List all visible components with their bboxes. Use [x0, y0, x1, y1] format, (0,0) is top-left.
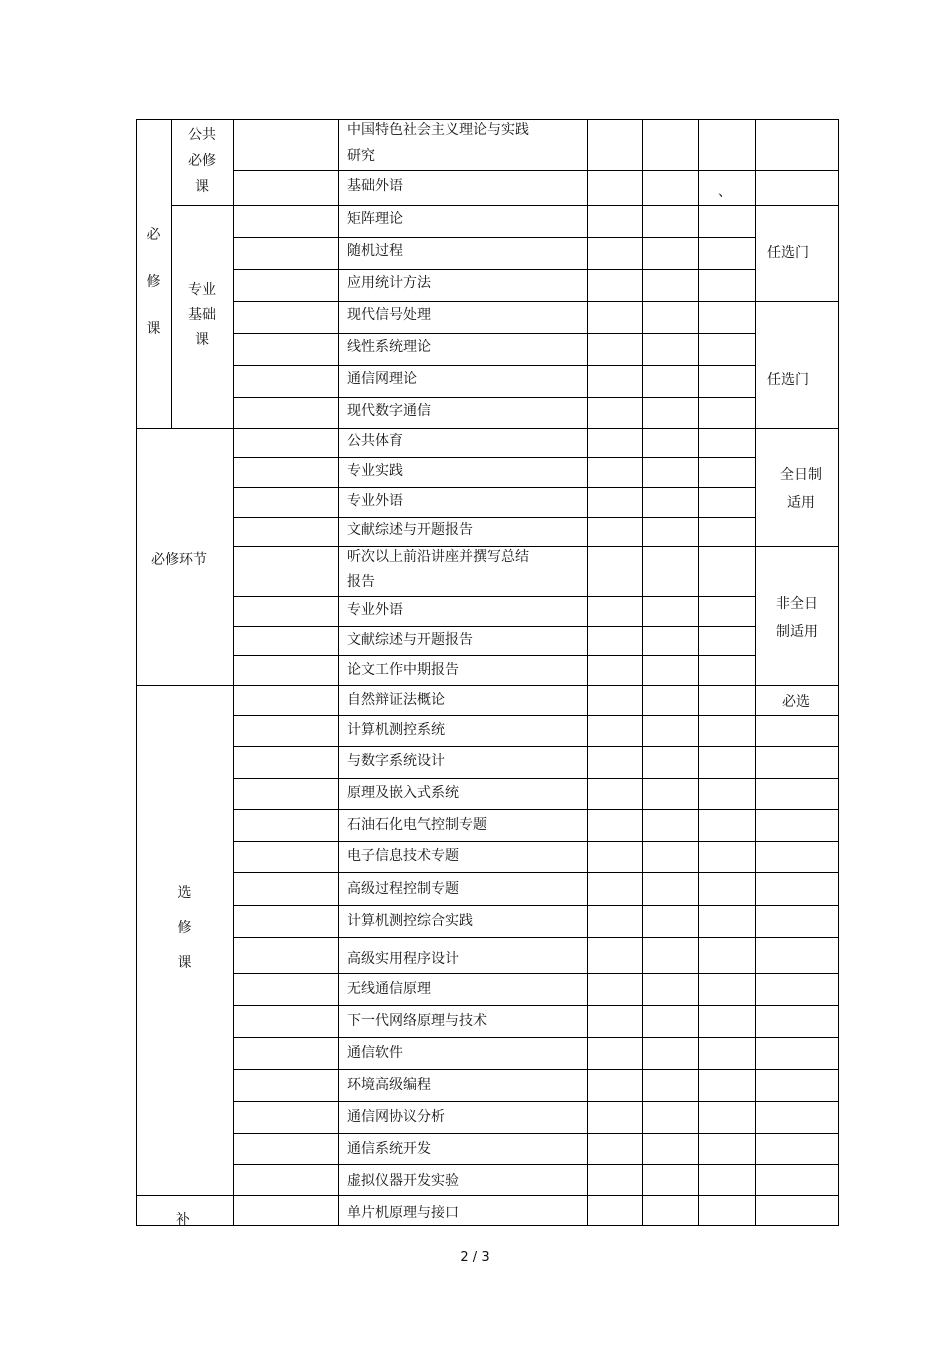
- mandatory-elective-note: 必选: [782, 694, 810, 710]
- col-line-3: [587, 119, 588, 1226]
- course-name: 随机过程: [347, 243, 403, 259]
- link-item: 专业外语: [347, 493, 403, 509]
- col-line-name: [338, 119, 339, 1226]
- row-line: [233, 170, 839, 171]
- elective-note: 任选门: [767, 372, 809, 388]
- course-name: 现代信号处理: [347, 307, 431, 323]
- row-line: [233, 905, 839, 906]
- row-line: [233, 1164, 839, 1165]
- row-line: [233, 237, 755, 238]
- row-line: [233, 778, 839, 779]
- row-line: [233, 715, 839, 716]
- course-name: 应用统计方法: [347, 275, 431, 291]
- curriculum-table: [136, 119, 839, 1226]
- public-required-label: 公共 必修 课: [188, 127, 216, 195]
- course-name: 矩阵理论: [347, 211, 403, 227]
- row-line: [233, 1101, 839, 1102]
- course-name: 基础外语: [347, 178, 403, 194]
- course-name: 中国特色社会主义理论与实践 研究: [347, 122, 529, 164]
- elective-course: 通信网协议分析: [347, 1109, 445, 1125]
- electives-label: 选 修 课: [177, 885, 192, 971]
- section-line: [136, 1195, 839, 1196]
- elective-course: 高级实用程序设计: [347, 951, 459, 967]
- row-line: [233, 626, 755, 627]
- elective-note: 任选门: [767, 245, 809, 261]
- elective-course: 计算机测控系统: [347, 722, 445, 738]
- row-line: [233, 517, 755, 518]
- row-line: [233, 655, 755, 656]
- row-line: [233, 546, 839, 547]
- link-item: 文献综述与开题报告: [347, 522, 473, 538]
- row-line: [171, 205, 839, 206]
- row-line: [233, 1005, 839, 1006]
- row-line: [233, 333, 755, 334]
- col-line-category: [233, 119, 234, 1226]
- row-line: [233, 809, 839, 810]
- mark-symbol: 、: [718, 184, 732, 200]
- link-item: 专业实践: [347, 463, 403, 479]
- row-line: [233, 1037, 839, 1038]
- section-line: [136, 685, 839, 686]
- professional-basic-label: 专业 基础 课: [188, 282, 216, 348]
- col-line-4: [642, 119, 643, 1226]
- row-line: [233, 937, 839, 938]
- course-name: 通信网理论: [347, 371, 417, 387]
- elective-course: 通信系统开发: [347, 1141, 431, 1157]
- link-item: 听次以上前沿讲座并撰写总结 报告: [347, 549, 529, 590]
- row-line: [233, 269, 755, 270]
- col-line-5: [698, 119, 699, 1226]
- link-item: 文献综述与开题报告: [347, 632, 473, 648]
- course-name: 线性系统理论: [347, 339, 431, 355]
- required-links-label: 必修环节: [151, 552, 207, 568]
- link-item: 公共体育: [347, 433, 403, 449]
- row-line: [233, 457, 755, 458]
- elective-course: 自然辩证法概论: [347, 692, 445, 708]
- section-line: [136, 428, 839, 429]
- elective-course: 高级过程控制专题: [347, 881, 459, 897]
- row-line: [233, 365, 755, 366]
- link-item: 论文工作中期报告: [347, 662, 459, 678]
- row-line: [233, 746, 839, 747]
- course-name: 现代数字通信: [347, 403, 431, 419]
- elective-course: 与数字系统设计: [347, 753, 445, 769]
- col-line-6: [755, 119, 756, 1226]
- elective-course: 石油石化电气控制专题: [347, 817, 487, 833]
- row-line: [233, 1133, 839, 1134]
- supplementary-course: 单片机原理与接口: [347, 1205, 459, 1221]
- row-line: [233, 397, 755, 398]
- required-courses-label: 必 修 课: [146, 227, 161, 337]
- elective-course: 虚拟仪器开发实验: [347, 1173, 459, 1189]
- fulltime-note: 全日制 适用: [780, 467, 822, 511]
- elective-course: 无线通信原理: [347, 981, 431, 997]
- row-line: [233, 973, 839, 974]
- link-item: 专业外语: [347, 602, 403, 618]
- row-line: [233, 841, 839, 842]
- elective-course: 计算机测控综合实践: [347, 913, 473, 929]
- row-line: [233, 1069, 839, 1070]
- row-line: [233, 487, 755, 488]
- row-line: [233, 301, 839, 302]
- row-line: [233, 596, 755, 597]
- page-number: 2 / 3: [460, 1250, 490, 1265]
- elective-course: 电子信息技术专题: [347, 848, 459, 864]
- parttime-note: 非全日 制适用: [776, 596, 818, 640]
- elective-course: 原理及嵌入式系统: [347, 785, 459, 801]
- elective-course: 通信软件: [347, 1045, 403, 1061]
- row-line: [233, 872, 839, 873]
- supplementary-label: 补: [176, 1212, 190, 1228]
- elective-course: 下一代网络原理与技术: [347, 1013, 487, 1029]
- elective-course: 环境高级编程: [347, 1077, 431, 1093]
